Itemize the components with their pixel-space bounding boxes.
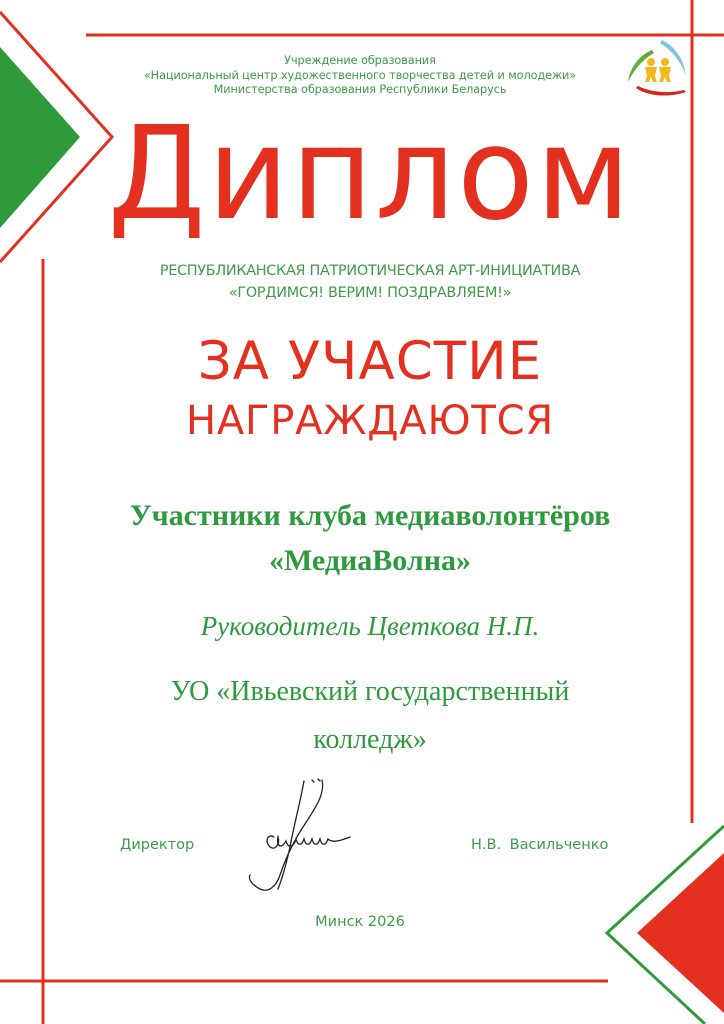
organization-line-1: УО «Ивьевский государственный xyxy=(170,676,570,707)
award-verb: НАГРАЖДАЮТСЯ xyxy=(186,398,554,444)
signatory-position: Директор xyxy=(120,837,195,853)
header-line-2: «Национальный центр художественного творчества детей и молодежи» xyxy=(143,68,577,82)
header-line-1: Учреждение образования xyxy=(284,54,436,67)
recipient xyxy=(60,493,680,583)
issuing-organization xyxy=(100,54,620,98)
signatory-name: Н.В. Васильченко xyxy=(471,837,609,853)
organization-line-2: колледж» xyxy=(313,724,427,755)
city-year: Минск 2026 xyxy=(315,914,405,930)
children-logo-icon xyxy=(624,38,690,100)
red-triangle-right xyxy=(637,853,724,1013)
green-triangle-left xyxy=(0,47,80,228)
subtitle-line-1: РЕСПУБЛИКАНСКАЯ ПАТРИОТИЧЕСКАЯ АРТ-ИНИЦИАТИВА xyxy=(159,263,581,279)
diploma-title: Диплом xyxy=(107,100,633,249)
subtitle-line-2: «ГОРДИМСЯ! ВЕРИМ! ПОЗДРАВЛЯЕМ!» xyxy=(228,285,512,301)
leader: Руководитель Цветкова Н.П. xyxy=(200,611,540,641)
award-reason: ЗА УЧАСТИЕ xyxy=(197,331,543,392)
recipient-line-1: Участники клуба медиаволонтёров xyxy=(129,499,611,532)
green-chevron-right xyxy=(607,826,724,1024)
recipient-line-2: «МедиаВолна» xyxy=(268,544,472,577)
recipient-organization xyxy=(60,668,680,764)
header-line-3: Министерства образования Республики Беларусь xyxy=(213,83,507,96)
event-subtitle xyxy=(80,260,660,304)
red-chevron-left xyxy=(0,12,112,262)
signature-icon xyxy=(240,775,370,900)
